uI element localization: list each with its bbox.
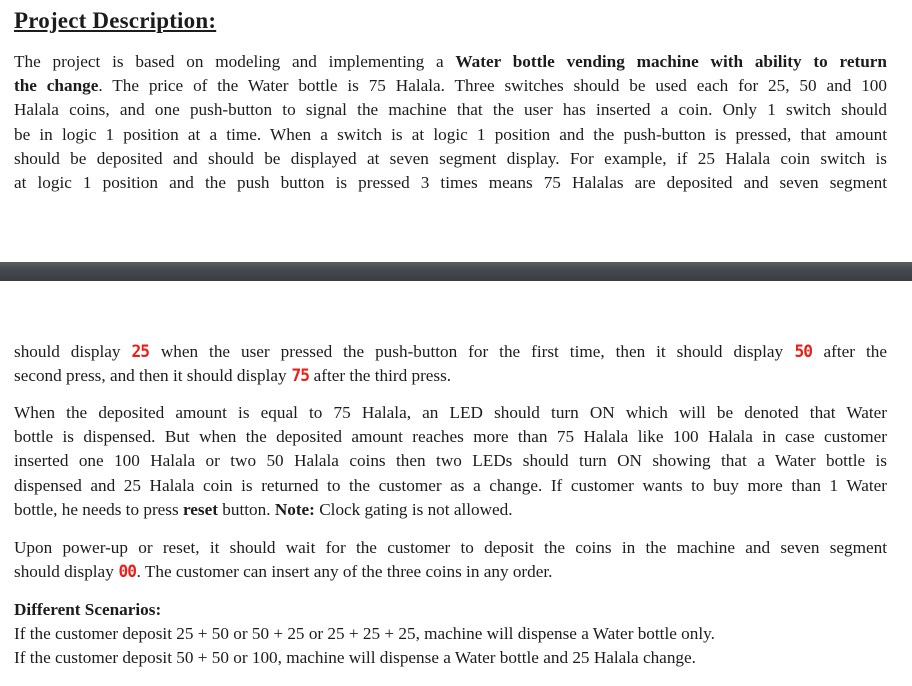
text-line: When the deposited amount is equal to 75 Halala, an LED should turn ON which will be denoted that Water [14, 403, 887, 422]
text-run: after the third press. [309, 366, 452, 386]
text-run: bottle, he needs to press [14, 499, 183, 519]
scenario-line: If the customer deposit 50 + 50 or 100, machine will dispense a Water bottle and 25 Halala change. [14, 648, 696, 668]
text-line [14, 364, 887, 388]
text-line [14, 340, 887, 364]
text-line [14, 74, 887, 98]
text-line: inserted one 100 Halala or two 50 Halala coins then two LEDs should turn ON showing that a Water bottle is [14, 451, 887, 471]
text-line: should be deposited and should be displayed at seven segment display. For example, if 25 Halala coin switch is [14, 148, 887, 168]
text-run: second press, and then it should display [14, 366, 291, 386]
bold-text: Note: [274, 499, 315, 519]
bold-text: reset [182, 499, 218, 519]
scenarios-heading: Different Scenarios: [14, 600, 162, 619]
text-line [14, 498, 887, 522]
text-line [14, 50, 887, 74]
text-line: dispensed and 25 Halala coin is returned to the customer as a change. If customer wants to buy more than 1 Water [14, 475, 887, 495]
text-line: at logic 1 position and the push button is pressed 3 times means 75 Halalas are deposited and seven segment [14, 173, 887, 193]
text-run: . The customer can insert any of the three coins in any order. [136, 562, 553, 582]
text-line [14, 560, 887, 584]
seven-segment-display-50: 50 [794, 342, 813, 362]
scenario-line: If the customer deposit 25 + 50 or 50 + 25 or 25 + 25 + 25, machine will dispense a Water bottle only. [14, 624, 715, 644]
text-line: bottle is dispensed. But when the deposited amount reaches more than 75 Halala like 100 Halala in case customer [14, 427, 887, 447]
bold-text: Water bottle vending machine with ability to return [455, 52, 887, 71]
text-run: should display [14, 562, 119, 582]
document-page-1 [0, 0, 912, 262]
power-up-paragraph [14, 536, 887, 584]
page-break-separator [0, 262, 912, 281]
text-run: should display [14, 342, 132, 361]
text-line: Halala coins, and one push-button to signal the machine that the user has inserted a coin. Only 1 switch should [14, 100, 887, 120]
document-page-2 [0, 281, 912, 686]
text-run: button. [217, 499, 275, 519]
text-run: . The price of the Water bottle is 75 Halala. Three switches should be used each for 25, 50 and 100 [98, 76, 887, 96]
seven-segment-display-00: 00 [118, 562, 137, 583]
bold-text: the change [14, 76, 99, 96]
text-run: Clock gating is not allowed. [314, 499, 513, 519]
text-line: be in logic 1 position at a time. When a switch is at logic 1 position and the push-button is pressed, that amount [14, 124, 887, 144]
display-sequence-paragraph [14, 340, 887, 388]
text-line: Upon power-up or reset, it should wait for the customer to deposit the coins in the machine and seven segment [14, 538, 887, 557]
text-run: The project is based on modeling and implementing a [14, 52, 456, 71]
scenarios-section [14, 598, 887, 671]
project-description-paragraph [14, 50, 887, 195]
text-run: after the [812, 342, 887, 361]
seven-segment-display-25: 25 [131, 342, 150, 362]
text-run: when the user pressed the push-button for the first time, then it should display [149, 342, 795, 361]
section-title: Project Description: [14, 8, 217, 33]
seven-segment-display-75: 75 [291, 366, 309, 387]
led-behavior-paragraph [14, 401, 887, 522]
